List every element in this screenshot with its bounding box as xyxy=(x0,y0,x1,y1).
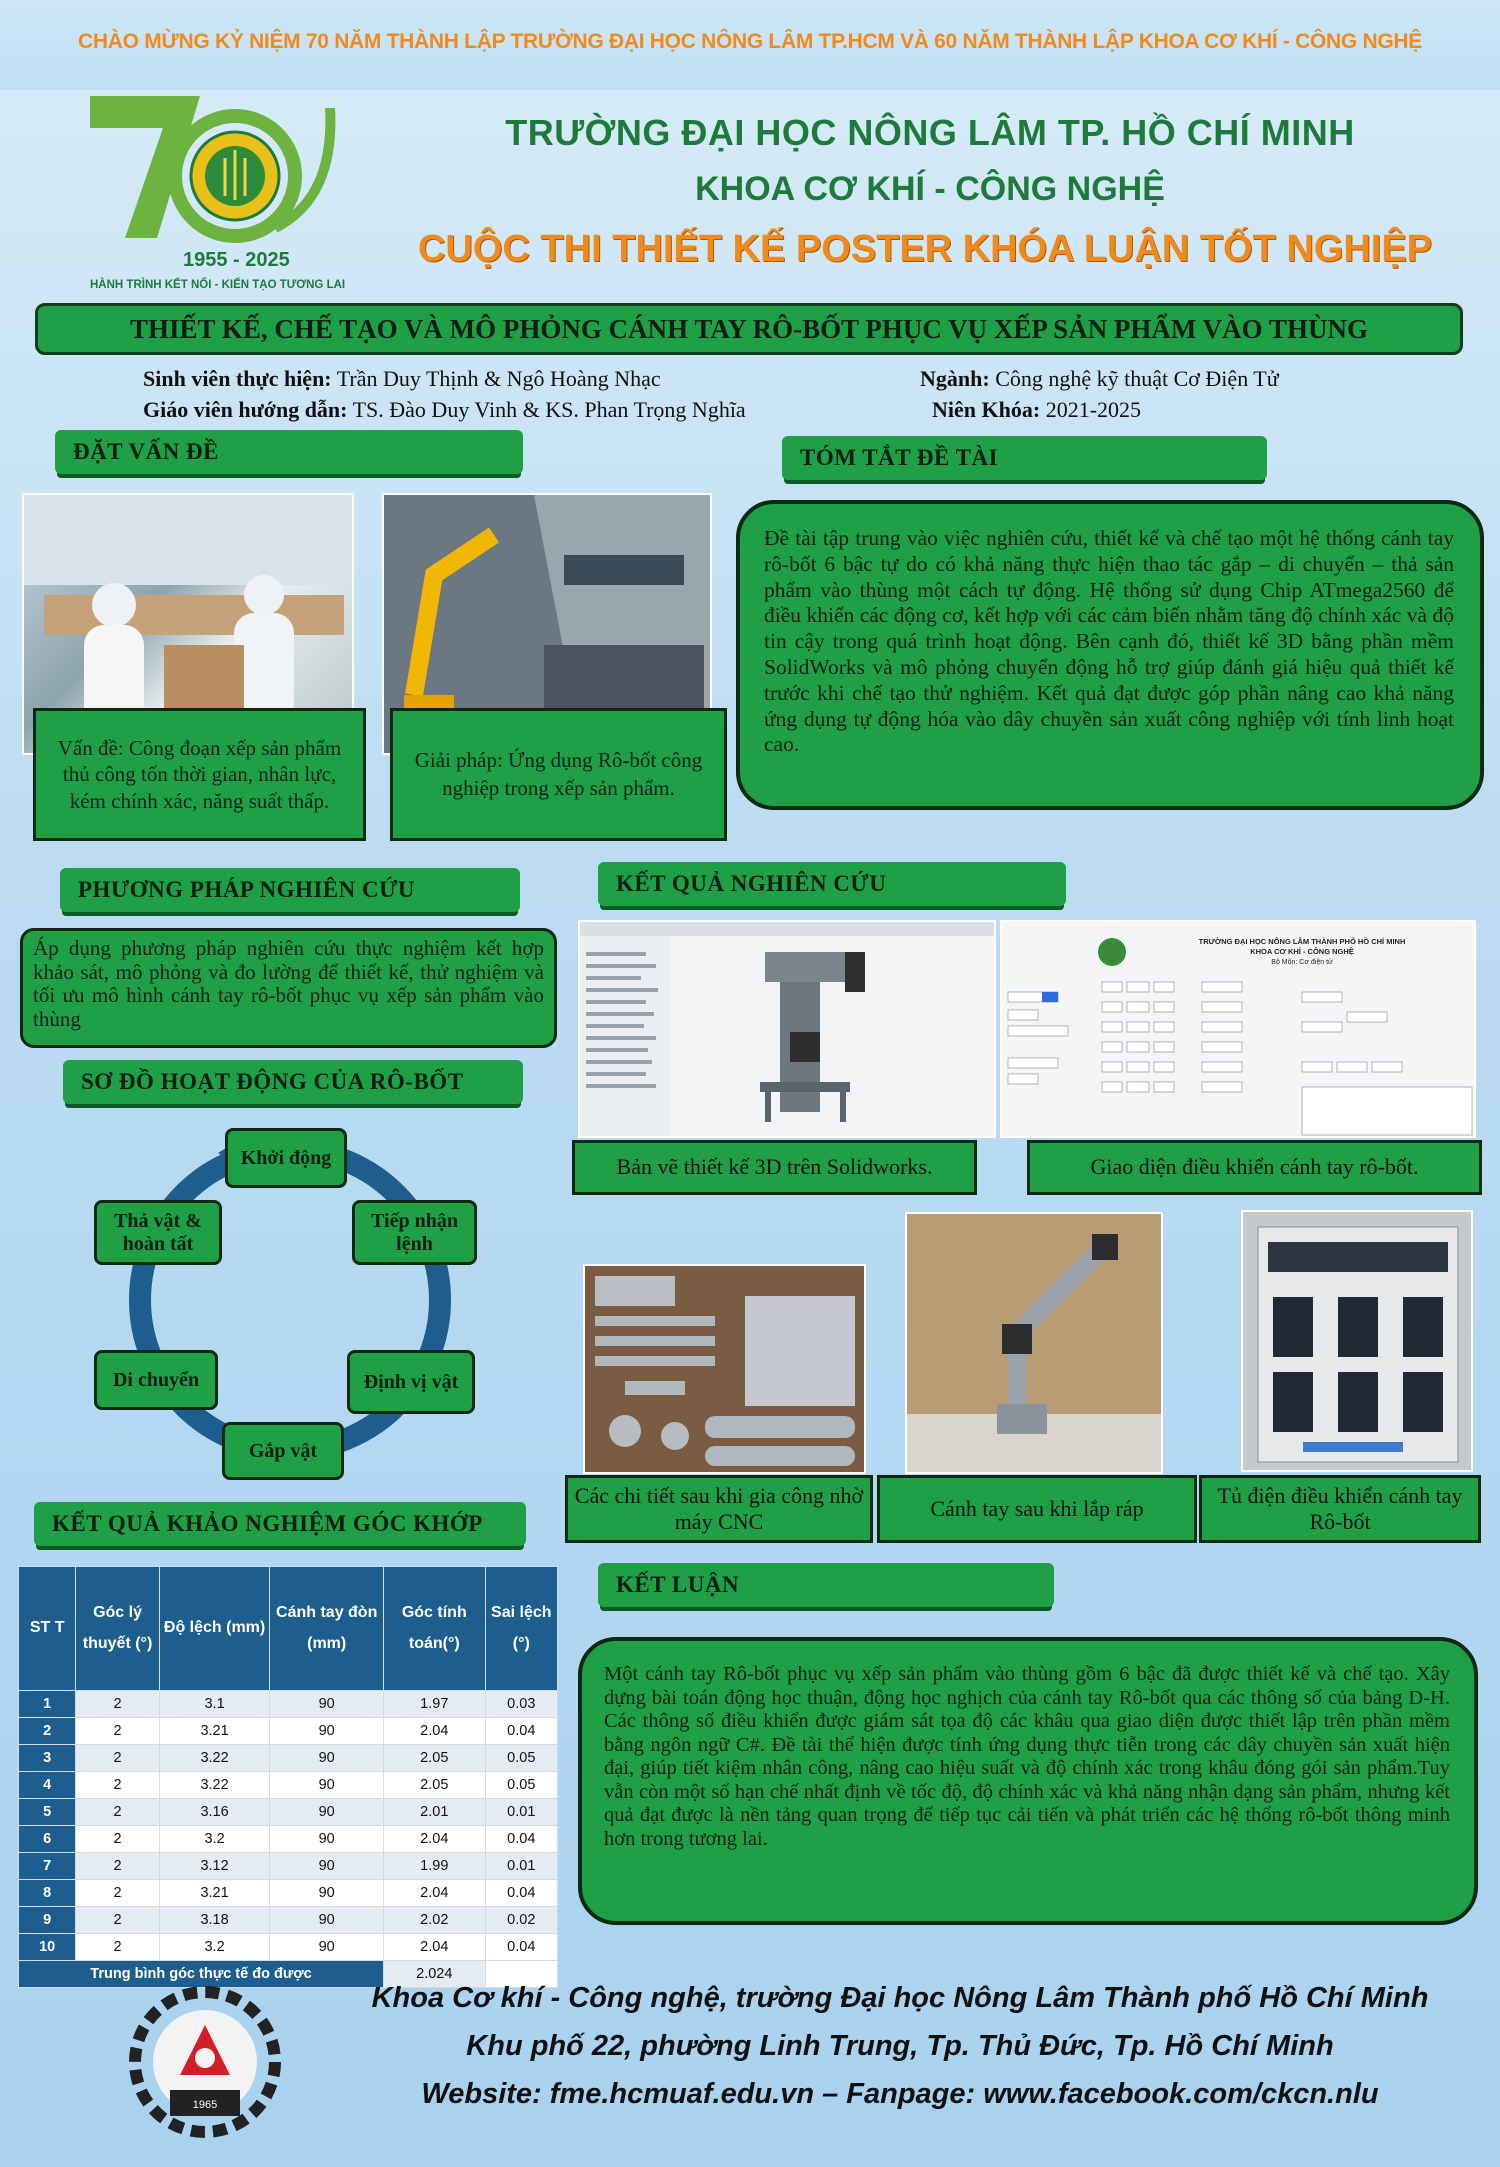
table-row xyxy=(19,1745,558,1772)
table-cell: 90 xyxy=(270,1745,384,1772)
col-offset: Độ lệch (mm) xyxy=(159,1567,270,1691)
gui-title-1: TRƯỜNG ĐẠI HỌC NÔNG LÂM THÀNH PHỐ HỒ CHÍ MINH xyxy=(1198,937,1406,946)
conclusion-text: Một cánh tay Rô-bốt phục vụ xếp sản phẩm vào thùng gồm 6 bậc đã được thiết kế và chế tạo. Xây dựng bài toán động học thuận, động học nghịch của cánh tay Rô-bốt qua các thông số của bảng D-H. Các thông số điều khiển được giám sát tọa độ các khâu qua giao diện được thiết lập trên phần mềm bằng ngôn ngữ C#. Đề tài thể hiện được tính ứng dụng thực tiễn trong các dây chuyền sản xuất hiện đại, giúp tiết kiệm nhân công, nâng cao hiệu suất và độ chính xác trong khâu đóng gói sản phẩm.Tuy vẫn còn một số hạn chế nhất định về tốc độ, độ chính xác và khả năng nhận dạng sản phẩm, nhưng kết quả đạt được là nền tảng quan trọng để tiếp tục cải tiến và phát triển các hệ thống rô-bốt thông minh hơn trong tương lai. xyxy=(578,1637,1478,1925)
solidworks-caption: Bản vẽ thiết kế 3D trên Solidworks. xyxy=(572,1140,977,1195)
table-cell: 9 xyxy=(19,1907,76,1934)
table-cell: 5 xyxy=(19,1799,76,1826)
summary-heading: TÓM TẮT ĐỀ TÀI xyxy=(782,436,1267,480)
table-cell: 0.05 xyxy=(485,1745,557,1772)
table-cell: 0.03 xyxy=(485,1691,557,1718)
students-label: Sinh viên thực hiện: xyxy=(143,366,332,391)
footer-links: Website: fme.hcmuaf.edu.vn – Fanpage: www.facebook.com/ckcn.nlu xyxy=(421,2078,1379,2110)
average-value: 2.024 xyxy=(384,1961,486,1988)
table-cell: 3 xyxy=(19,1745,76,1772)
joint-angle-table xyxy=(18,1566,558,1988)
table-cell: 0.04 xyxy=(485,1934,557,1961)
table-cell: 2 xyxy=(19,1718,76,1745)
table-cell: 10 xyxy=(19,1934,76,1961)
method-heading: PHƯƠNG PHÁP NGHIÊN CỨU xyxy=(60,868,520,912)
table-cell: 2 xyxy=(76,1772,159,1799)
table-cell: 90 xyxy=(270,1880,384,1907)
table-row xyxy=(19,1880,558,1907)
table-cell: 90 xyxy=(270,1853,384,1880)
thesis-title: THIẾT KẾ, CHẾ TẠO VÀ MÔ PHỎNG CÁNH TAY RÔ-BỐT PHỤC VỤ XẾP SẢN PHẨM VÀO THÙNG xyxy=(35,303,1463,355)
table-cell: 4 xyxy=(19,1772,76,1799)
table-cell: 90 xyxy=(270,1799,384,1826)
problem-issue-box: Vấn đề: Công đoạn xếp sản phẩm thủ công tốn thời gian, nhân lực, kém chính xác, năng suất thấp. xyxy=(33,708,366,841)
flow-step-grip: Gắp vật xyxy=(222,1422,344,1480)
year-value: 2021-2025 xyxy=(1045,397,1142,422)
table-cell: 6 xyxy=(19,1826,76,1853)
table-row xyxy=(19,1691,558,1718)
table-cell: 90 xyxy=(270,1907,384,1934)
gui-title-2: KHOA CƠ KHÍ - CÔNG NGHỆ xyxy=(1250,947,1354,956)
table-row xyxy=(19,1853,558,1880)
col-error: Sai lệch (°) xyxy=(485,1567,557,1691)
flow-step-move: Di chuyển xyxy=(94,1350,218,1410)
faculty-emblem xyxy=(125,1980,285,2145)
table-cell: 2 xyxy=(76,1691,159,1718)
table-cell: 2.04 xyxy=(384,1934,486,1961)
table-cell: 3.21 xyxy=(159,1718,270,1745)
table-cell: 2.04 xyxy=(384,1826,486,1853)
gui-caption: Giao diện điều khiển cánh tay rô-bốt. xyxy=(1027,1140,1482,1195)
table-cell: 2.02 xyxy=(384,1907,486,1934)
table-cell: 2 xyxy=(76,1826,159,1853)
major-label: Ngành: xyxy=(920,366,990,391)
flow-step-locate: Định vị vật xyxy=(347,1350,475,1414)
advisors-value: TS. Đào Duy Vinh & KS. Phan Trọng Nghĩa xyxy=(352,397,746,422)
logo-slogan: HÀNH TRÌNH KẾT NỐI - KIẾN TẠO TƯƠNG LAI xyxy=(90,279,346,291)
table-cell: 0.04 xyxy=(485,1718,557,1745)
table-cell: 90 xyxy=(270,1691,384,1718)
control-cabinet-photo xyxy=(1241,1210,1473,1472)
col-stt: ST T xyxy=(19,1567,76,1691)
col-theory-angle: Góc lý thuyết (°) xyxy=(76,1567,159,1691)
table-cell: 3.18 xyxy=(159,1907,270,1934)
table-cell: 2 xyxy=(76,1745,159,1772)
cabinet-caption: Tủ điện điều khiển cánh tay Rô-bốt xyxy=(1199,1475,1481,1543)
advisors-line xyxy=(143,397,746,423)
table-cell: 3.1 xyxy=(159,1691,270,1718)
table-body xyxy=(19,1691,558,1988)
logo-years: 1955 - 2025 xyxy=(183,249,290,271)
table-cell: 3.16 xyxy=(159,1799,270,1826)
contest-name: CUỘC THI THIẾT KẾ POSTER KHÓA LUẬN TỐT NGHIỆP xyxy=(417,228,1433,270)
table-cell: 3.12 xyxy=(159,1853,270,1880)
table-cell: 3.22 xyxy=(159,1745,270,1772)
table-cell: 7 xyxy=(19,1853,76,1880)
anniversary-logo xyxy=(85,88,355,293)
table-cell: 90 xyxy=(270,1826,384,1853)
table-cell: 90 xyxy=(270,1934,384,1961)
footer-faculty: Khoa Cơ khí - Công nghệ, trường Đại học Nông Lâm Thành phố Hồ Chí Minh xyxy=(371,1982,1429,2014)
advisors-label: Giáo viên hướng dẫn: xyxy=(143,397,348,422)
table-cell: 0.04 xyxy=(485,1826,557,1853)
table-cell: 2.05 xyxy=(384,1772,486,1799)
table-cell: 0.04 xyxy=(485,1880,557,1907)
table-row xyxy=(19,1718,558,1745)
table-cell: 2 xyxy=(76,1853,159,1880)
anniversary-banner: CHÀO MỪNG KỶ NIỆM 70 NĂM THÀNH LẬP TRƯỜNG ĐẠI HỌC NÔNG LÂM TP.HCM VÀ 60 NĂM THÀNH LẬP KHOA CƠ KHÍ - CÔNG NGHỆ xyxy=(78,30,1422,53)
footer-address: Khu phố 22, phường Linh Trung, Tp. Thủ Đức, Tp. Hồ Chí Minh xyxy=(466,2030,1334,2062)
flow-step-start: Khởi động xyxy=(225,1128,347,1188)
table-heading: KẾT QUẢ KHẢO NGHIỆM GÓC KHỚP xyxy=(34,1502,526,1546)
assembled-arm-caption: Cánh tay sau khi lắp ráp xyxy=(877,1475,1197,1543)
table-row xyxy=(19,1826,558,1853)
solidworks-screenshot xyxy=(578,920,996,1138)
problem-solution-box: Giải pháp: Ứng dụng Rô-bốt công nghiệp trong xếp sản phẩm. xyxy=(390,708,727,841)
university-name: TRƯỜNG ĐẠI HỌC NÔNG LÂM TP. HỒ CHÍ MINH xyxy=(505,112,1355,153)
summary-text: Đề tài tập trung vào việc nghiên cứu, thiết kế và chế tạo một hệ thống cánh tay rô-bốt 6 bậc tự do có khả năng thực hiện thao tác gắp – di chuyển – thả sản phẩm vào thùng một cách tự động. Hệ thống sử dụng Chip ATmega2560 để điều khiển các động cơ, kết hợp với các cảm biến nhằm tăng độ chính xác và độ tin cậy trong quá trình hoạt động. Bên cạnh đó, thiết kế 3D bằng phần mềm SolidWorks và mô phỏng chuyển động hỗ trợ giúp đánh giá hiệu quả thiết kế trước khi chế tạo thử nghiệm. Kết quả đạt được góp phần nâng cao khả năng ứng dụng tự động hóa vào dây chuyền sản xuất công nghiệp với tính linh hoạt cao. xyxy=(736,500,1484,810)
students-line xyxy=(143,366,661,392)
table-cell: 2.05 xyxy=(384,1745,486,1772)
table-cell: 0.01 xyxy=(485,1853,557,1880)
cnc-parts-photo xyxy=(583,1264,866,1474)
table-cell: 2 xyxy=(76,1880,159,1907)
table-row xyxy=(19,1907,558,1934)
year-line xyxy=(932,397,1141,423)
table-cell: 1 xyxy=(19,1691,76,1718)
table-cell: 0.02 xyxy=(485,1907,557,1934)
col-arm-length: Cánh tay đòn (mm) xyxy=(270,1567,384,1691)
emblem-year: 1965 xyxy=(192,2099,218,2111)
table-cell: 2.04 xyxy=(384,1880,486,1907)
major-line xyxy=(920,366,1279,392)
year-label: Niên Khóa: xyxy=(932,397,1041,422)
control-gui-screenshot xyxy=(1000,920,1476,1138)
students-value: Trần Duy Thịnh & Ngô Hoàng Nhạc xyxy=(336,366,661,391)
major-value: Công nghệ kỹ thuật Cơ Điện Tử xyxy=(995,366,1279,391)
gui-title-3: Bộ Môn: Cơ điện tử xyxy=(1271,959,1333,966)
joint-angle-table-wrap xyxy=(18,1566,558,1988)
table-cell: 2 xyxy=(76,1799,159,1826)
results-heading: KẾT QUẢ NGHIÊN CỨU xyxy=(598,862,1066,906)
flow-heading: SƠ ĐỒ HOẠT ĐỘNG CỦA RÔ-BỐT xyxy=(63,1060,523,1104)
cnc-parts-caption: Các chi tiết sau khi gia công nhờ máy CNC xyxy=(565,1475,873,1543)
table-cell: 1.97 xyxy=(384,1691,486,1718)
table-cell: 0.01 xyxy=(485,1799,557,1826)
table-cell: 8 xyxy=(19,1880,76,1907)
flow-step-receive: Tiếp nhận lệnh xyxy=(352,1200,477,1265)
table-cell: 1.99 xyxy=(384,1853,486,1880)
method-text: Áp dụng phương pháp nghiên cứu thực nghiệm kết hợp khảo sát, mô phỏng và đo lường để thiết kế, thử nghiệm và tối ưu mô hình cánh tay rô-bốt phục vụ xếp sản phẩm vào thùng xyxy=(20,928,557,1048)
table-cell: 3.22 xyxy=(159,1772,270,1799)
col-calc-angle: Góc tính toán(°) xyxy=(384,1567,486,1691)
table-cell: 2 xyxy=(76,1907,159,1934)
table-row xyxy=(19,1799,558,1826)
table-row xyxy=(19,1772,558,1799)
table-cell: 2 xyxy=(76,1934,159,1961)
table-row xyxy=(19,1934,558,1961)
flow-step-release: Thả vật & hoàn tất xyxy=(94,1200,222,1265)
table-cell: 3.21 xyxy=(159,1880,270,1907)
table-cell: 90 xyxy=(270,1718,384,1745)
table-cell: 0.05 xyxy=(485,1772,557,1799)
conclusion-heading: KẾT LUẬN xyxy=(598,1563,1054,1607)
table-cell: 3.2 xyxy=(159,1826,270,1853)
table-cell: 90 xyxy=(270,1772,384,1799)
table-cell: 2 xyxy=(76,1718,159,1745)
problem-heading: ĐẶT VẤN ĐỀ xyxy=(55,430,523,474)
table-cell: 2.01 xyxy=(384,1799,486,1826)
table-cell: 2.04 xyxy=(384,1718,486,1745)
assembled-arm-photo xyxy=(905,1212,1163,1474)
table-cell: 3.2 xyxy=(159,1934,270,1961)
faculty-name: KHOA CƠ KHÍ - CÔNG NGHỆ xyxy=(695,170,1165,208)
average-label: Trung bình góc thực tế đo được xyxy=(19,1961,384,1988)
